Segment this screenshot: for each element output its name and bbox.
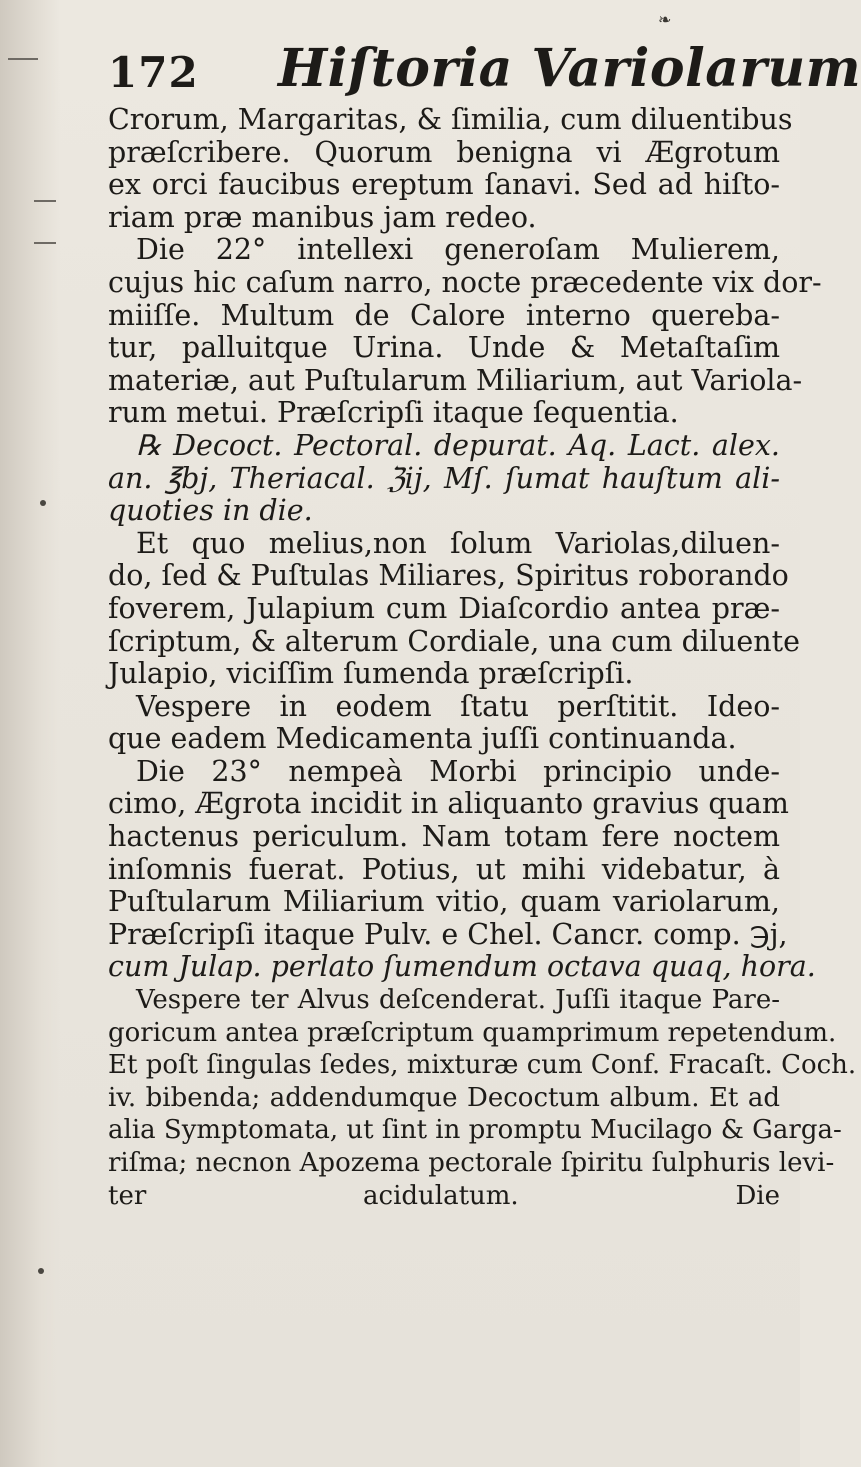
text-line: Crorum, Margaritas, & ſimilia, cum diluentibus (108, 103, 793, 136)
margin-ink-mark (34, 200, 56, 202)
text-line: cujus hic caſum narro, nocte præcedente vix dor- (108, 265, 822, 299)
text-line: ſcriptum, & alterum Cordiale, una cum diluente (108, 624, 800, 658)
text-line: miiſſe. Multum de Calore interno quereba- (108, 298, 780, 332)
text-line: ter acidulatum. Die (108, 1180, 780, 1211)
text-line: an. ℥bj, Theriacal. ℨij, Mſ. ſumat hauſtum ali- (108, 461, 780, 495)
text-line: alia Symptomata, ut ſint in promptu Mucilago & Garga- (108, 1115, 842, 1146)
text-line: foverem, Julapium cum Diaſcordio antea præ- (108, 591, 780, 625)
text-line: materiæ, aut Puſtularum Miliarium, aut Variola- (108, 363, 803, 397)
print-ornament-icon: ❧ (658, 10, 672, 29)
text-line: Et poſt ſingulas ſedes, mixturæ cum Conf. Fracaſt. Coch. (108, 1050, 857, 1081)
text-line: rum metui. Præſcripſi itaque ſequentia. (108, 396, 679, 430)
text-line: cum Julap. perlato ſumendum octava quaq, hora. (108, 950, 816, 984)
text-line: Vespere in eodem ſtatu perſtitit. Ideo- (136, 689, 780, 723)
text-line: cimo, Ægrota incidit in aliquanto gravius quam (108, 787, 789, 821)
text-line: iv. bibenda; addendumque Decoctum album. Et ad (108, 1082, 780, 1113)
page-header (108, 38, 861, 99)
text-line: do, ſed & Puſtulas Miliares, Spiritus roborando (108, 559, 789, 593)
text-line: ℞ Decoct. Pectoral. depurat. Aq. Lact. alex. (136, 428, 780, 462)
text-line: que eadem Medicamenta juſſi continuanda. (108, 722, 737, 756)
text-line: Julapio, viciſſim ſumenda præſcripſi. (108, 657, 634, 691)
text-line: tur, palluitque Urina. Unde & Metaſtaſim (108, 331, 780, 365)
page-gutter-shadow (0, 0, 60, 1467)
text-line: goricum antea præſcriptum quamprimum repetendum. (108, 1017, 837, 1048)
text-line: præſcribere. Quorum benigna vi Ægrotum (108, 135, 780, 169)
text-line: Puſtularum Miliarium vitio, quam variolarum, (108, 885, 780, 919)
text-line: hactenus periculum. Nam totam fere noctem (108, 820, 780, 854)
text-line: quoties in die. (108, 494, 313, 528)
text-line: Die 23° nempeà Morbi principio unde- (136, 754, 780, 788)
text-line: riſma; necnon Apozema pectorale ſpiritu ſulphuris levi- (108, 1148, 835, 1178)
margin-ink-dot (40, 500, 46, 506)
margin-ink-mark (34, 242, 56, 244)
margin-ink-dot (38, 1268, 44, 1274)
text-line: Die 22° intellexi generoſam Mulierem, (136, 233, 780, 267)
text-line: Et quo melius,non ſolum Variolas,diluen- (136, 526, 780, 560)
text-line: ex orci faucibus ereptum ſanavi. Sed ad hiſto- (108, 168, 780, 202)
running-title: Hiſtoria Variolarum (278, 38, 861, 99)
margin-ink-mark (8, 58, 38, 60)
text-line: riam præ manibus jam redeo. (108, 200, 537, 234)
body-text (108, 103, 857, 1212)
text-line: Præſcripſi itaque Pulv. e Chel. Cancr. comp. ℈j, (108, 917, 788, 951)
text-line: Vespere ter Alvus deſcenderat. Juſſi itaque Pare- (136, 985, 780, 1016)
text-line: inſomnis fuerat. Potius, ut mihi videbatur, à (108, 852, 780, 886)
page-number: 172 (108, 48, 199, 97)
